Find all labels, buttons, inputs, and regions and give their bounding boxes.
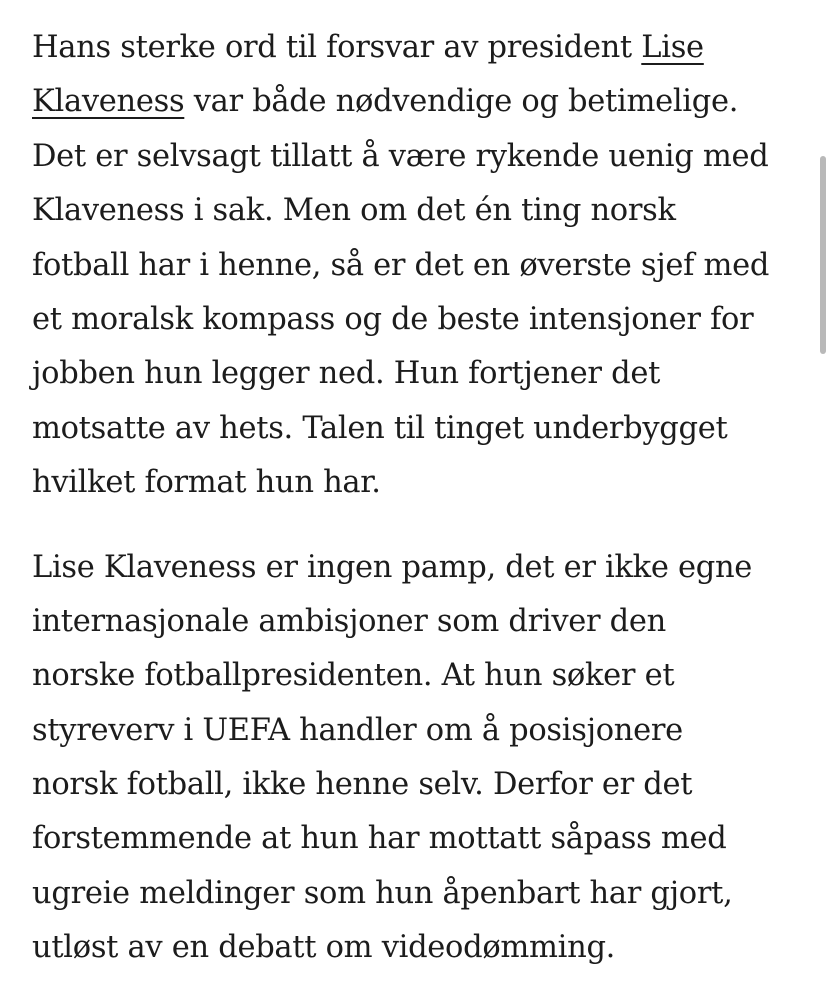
text-line: utløst av en debatt om videodømming. bbox=[32, 930, 616, 966]
text-line: internasjonale ambisjoner som driver den bbox=[32, 603, 666, 639]
paragraph-1 bbox=[32, 21, 804, 511]
paragraph-2 bbox=[32, 541, 804, 976]
text-line: Klaveness i sak. Men om det én ting norsk bbox=[32, 193, 676, 229]
text-segment: var både nødvendige og betimelige. bbox=[184, 84, 739, 120]
text-segment: Hans sterke ord til forsvar av president bbox=[32, 30, 642, 65]
text-line: styreverv i UEFA handler om å posisjonere bbox=[32, 712, 683, 748]
text-line: motsatte av hets. Talen til tinget underbygget bbox=[32, 410, 728, 446]
link-lise-klaveness[interactable]: Klaveness bbox=[32, 84, 185, 120]
text-line: norske fotballpresidenten. At hun søker et bbox=[32, 658, 675, 694]
text-line: fotball har i henne, så er det en øverste sjef med bbox=[32, 247, 770, 283]
text-line: jobben hun legger ned. Hun fortjener det bbox=[32, 356, 661, 392]
text-line bbox=[32, 75, 804, 129]
article-body bbox=[32, 0, 804, 976]
text-line: ugreie meldinger som hun åpenbart har gjort, bbox=[32, 875, 733, 911]
text-line: et moralsk kompass og de beste intensjoner for bbox=[32, 301, 754, 337]
text-line: hvilket format hun har. bbox=[32, 465, 381, 501]
link-lise-klaveness[interactable]: Lise bbox=[641, 30, 704, 65]
text-line: Lise Klaveness er ingen pamp, det er ikke egne bbox=[32, 549, 753, 585]
text-line: forstemmende at hun har mottatt såpass med bbox=[32, 821, 727, 857]
scrollbar-thumb[interactable] bbox=[820, 156, 826, 354]
text-line bbox=[32, 21, 804, 75]
text-line: norsk fotball, ikke henne selv. Derfor er det bbox=[32, 767, 693, 803]
text-line: Det er selvsagt tillatt å være rykende uenig med bbox=[32, 138, 769, 174]
